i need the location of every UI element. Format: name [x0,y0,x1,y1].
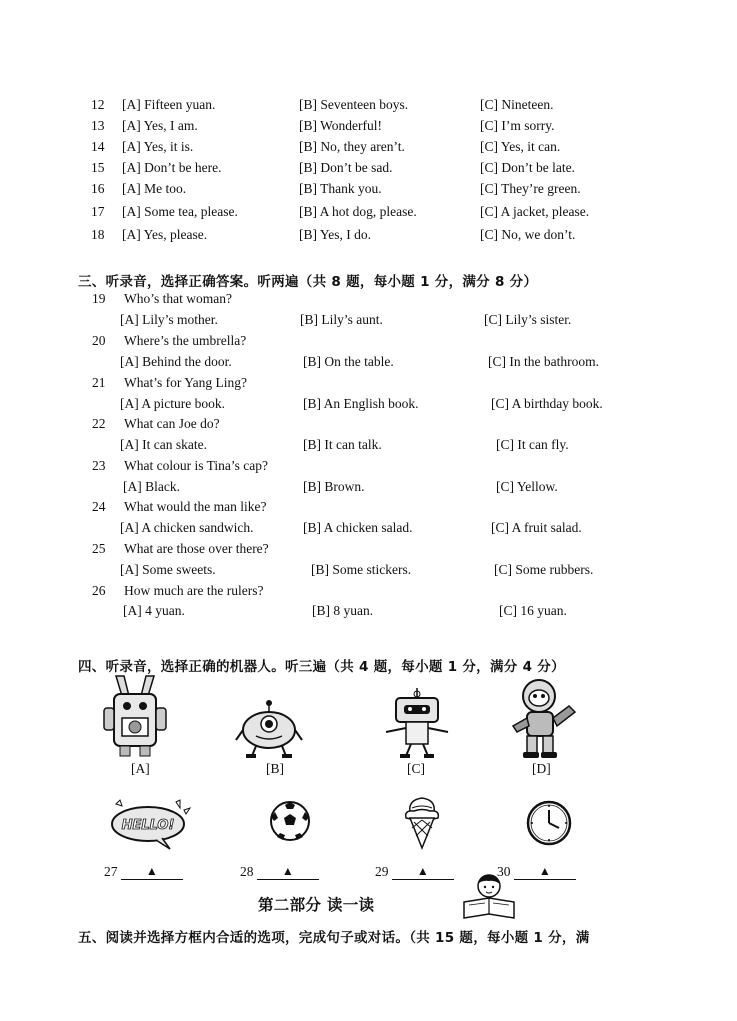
item-number: 14 [91,139,105,154]
option-c: [C] No, we don’t. [480,227,576,242]
option-c: [C] Some rubbers. [494,562,594,577]
option-b: [B] An English book. [303,396,419,411]
answer-blank[interactable] [121,865,183,880]
question-text: What would the man like? [124,499,267,514]
option-a: [A] Some tea, please. [122,204,238,219]
question-text: What can Joe do? [124,416,220,431]
item-number: 13 [91,118,105,133]
option-a: [A] Behind the door. [120,354,232,369]
option-c: [C] They’re green. [480,181,581,196]
option-a: [A] Black. [123,479,180,494]
question-text: What are those over there? [124,541,269,556]
item-number: 18 [91,227,105,242]
question-text: Who’s that woman? [124,291,232,306]
answer-28 [240,864,319,880]
part2-title: 第二部分 读一读 [258,896,375,914]
triangle-marker-icon: ▲ [538,864,551,878]
robot-c-label: [C] [407,761,425,776]
question-number: 20 [92,333,106,348]
item-number: 16 [91,181,105,196]
answer-number: 29 [375,864,389,879]
robot-b-image [234,700,304,760]
section4-heading: 四、听录音，选择正确的机器人。听三遍（共 4 题，每小题 1 分，满分 4 分） [78,659,565,675]
question-number: 21 [92,375,106,390]
item-number: 15 [91,160,105,175]
robot-a-label: [A] [131,761,150,776]
option-c: [C] A birthday book. [491,396,603,411]
soccer-ball-image [269,800,311,842]
robot-b-label: [B] [266,761,284,776]
answer-27 [104,864,183,880]
item-12 [91,97,105,113]
option-a: [A] Lily’s mother. [120,312,218,327]
answer-number: 27 [104,864,118,879]
option-b: [B] Yes, I do. [299,227,372,242]
question-number: 19 [92,291,106,306]
option-a: [A] Me too. [122,181,187,196]
option-c: [C] A jacket, please. [480,204,590,219]
item-number: 12 [91,97,105,112]
item-number: 17 [91,204,105,219]
option-a: [A] A chicken sandwich. [120,520,254,535]
option-b: [B] Don’t be sad. [299,160,393,175]
option-b: [B] Wonderful! [299,118,383,133]
option-c: [C] It can fly. [496,437,569,452]
option-b: [B] Brown. [303,479,365,494]
option-c: [C] Nineteen. [480,97,554,112]
option-b: [B] Some stickers. [311,562,412,577]
question-number: 26 [92,583,106,598]
question-text: How much are the rulers? [124,583,264,598]
option-a: [A] Some sweets. [120,562,216,577]
section3-heading: 三、听录音，选择正确答案。听两遍（共 8 题，每小题 1 分，满分 8 分） [78,274,538,290]
option-b: [B] No, they aren’t. [299,139,405,154]
answer-blank[interactable] [257,865,319,880]
robot-a-image [100,674,170,759]
option-c: [C] Yes, it can. [480,139,561,154]
robot-c-image [382,688,452,760]
option-b: [B] A chicken salad. [303,520,413,535]
triangle-marker-icon: ▲ [416,864,429,878]
answer-number: 30 [497,864,511,879]
option-a: [A] Yes, it is. [122,139,194,154]
option-b: [B] Seventeen boys. [299,97,409,112]
question-text: Where’s the umbrella? [124,333,247,348]
option-a: [A] Yes, please. [122,227,208,242]
question-number: 23 [92,458,106,473]
option-b: [B] A hot dog, please. [299,204,417,219]
robot-d-image [507,676,579,760]
clock-image [526,800,572,846]
answer-number: 28 [240,864,254,879]
question-number: 25 [92,541,106,556]
option-b: [B] On the table. [303,354,394,369]
option-b: [B] 8 yuan. [312,603,374,618]
option-b: [B] Thank you. [299,181,382,196]
reading-boy-image [460,872,518,922]
question-number: 24 [92,499,106,514]
option-c: [C] A fruit salad. [491,520,582,535]
answer-blank[interactable] [514,865,576,880]
question-number: 22 [92,416,106,431]
hello-bubble-image [106,800,192,850]
option-b: [B] It can talk. [303,437,382,452]
option-a: [A] It can skate. [120,437,207,452]
robot-d-label: [D] [532,761,551,776]
option-c: [C] Yellow. [496,479,558,494]
option-c: [C] I’m sorry. [480,118,555,133]
option-a: [A] Don’t be here. [122,160,222,175]
option-c: [C] Don’t be late. [480,160,575,175]
option-a: [A] 4 yuan. [123,603,185,618]
question-text: What’s for Yang Ling? [124,375,247,390]
answer-blank[interactable] [392,865,454,880]
triangle-marker-icon: ▲ [145,864,158,878]
option-b: [B] Lily’s aunt. [300,312,383,327]
triangle-marker-icon: ▲ [281,864,294,878]
section5-heading: 五、阅读并选择方框内合适的选项，完成句子或对话。（共 15 题，每小题 1 分，满 [78,930,590,946]
hello-text: HELLO! [121,818,175,833]
option-c: [C] In the bathroom. [488,354,599,369]
option-c: [C] 16 yuan. [499,603,567,618]
option-a: [A] Yes, I am. [122,118,198,133]
option-a: [A] A picture book. [120,396,225,411]
option-c: [C] Lily’s sister. [484,312,572,327]
option-a: [A] Fifteen yuan. [122,97,216,112]
ice-cream-image [402,796,442,850]
question-text: What colour is Tina’s cap? [124,458,268,473]
answer-29 [375,864,454,880]
